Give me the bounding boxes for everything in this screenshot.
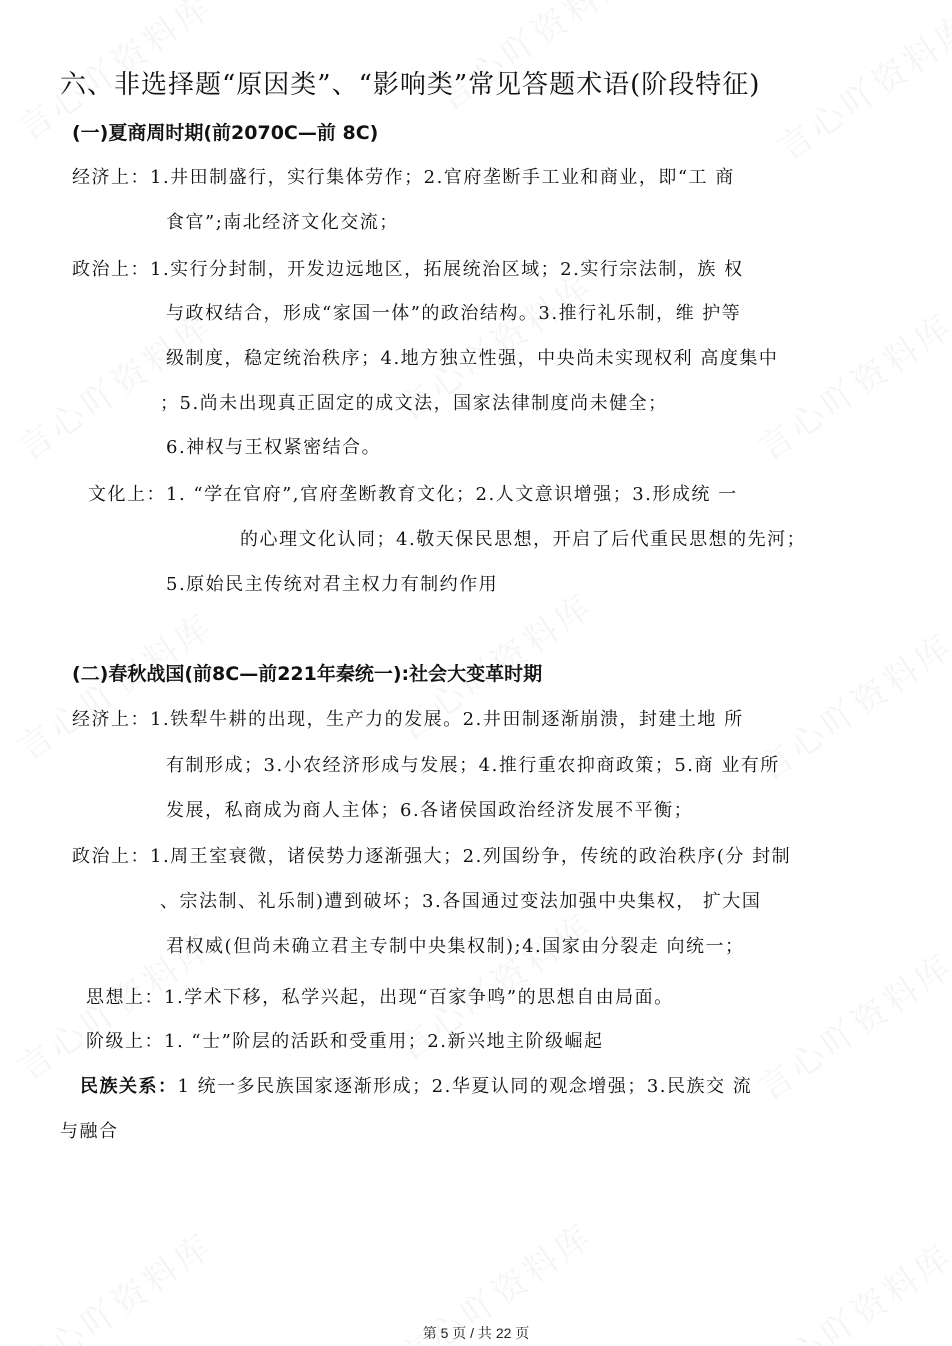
ethnic-label: 民族关系： (80, 1076, 178, 1097)
section-heading-xia-shang-zhou: (一)夏商周时期(前2070C—前 8C) (72, 122, 379, 144)
s2-politics-line: 政治上：1.周王室衰微，诸侯势力逐渐强大；2.列国纷争，传统的政治秩序(分 封制 (72, 846, 792, 867)
s1-politics-line: 级制度，稳定统治秩序；4.地方独立性强，中央尚未实现权利 高度集中 (166, 348, 779, 369)
s2-ethnic-line (80, 1072, 752, 1098)
watermark (767, 0, 952, 170)
s1-culture-line: 文化上：1. “学在官府”,官府垄断教育文化；2.人文意识增强；3.形成统 一 (88, 484, 738, 505)
s2-thought-line: 思想上：1.学术下移，私学兴起，出现“百家争鸣”的思想自由局面。 (86, 987, 674, 1008)
s2-politics-line: 君权威(但尚未确立君主专制中央集权制);4.国家由分裂走 向统一； (166, 936, 745, 957)
s1-politics-line: 政治上：1.实行分封制，开发边远地区，拓展统治区域；2.实行宗法制，族 权 (72, 259, 744, 280)
page-number: 第 5 页 / 共 22 页 (422, 1325, 530, 1341)
s2-economy-line: 经济上：1.铁犁牛耕的出现，生产力的发展。2.井田制逐渐崩溃，封建土地 所 (72, 709, 744, 730)
watermark (747, 299, 952, 470)
s1-culture-line: 的心理文化认同；4.敬天保民思想，开启了后代重民思想的先河； (240, 529, 807, 550)
page-title: 六、非选择题“原因类”、“影响类”常见答题术语(阶段特征) (60, 70, 761, 100)
s2-class-line: 阶级上：1. “士”阶层的活跃和受重用；2.新兴地主阶级崛起 (86, 1031, 604, 1052)
s1-politics-line: 与政权结合，形成“家国一体”的政治结构。3.推行礼乐制，维 护等 (166, 303, 742, 324)
s1-culture-line: 5.原始民主传统对君主权力有制约作用 (166, 574, 499, 595)
ethnic-text: 1 统一多民族国家逐渐形成；2.华夏认同的观念增强；3.民族交 流 (177, 1076, 753, 1097)
s1-politics-line: 6.神权与王权紧密结合。 (166, 437, 382, 458)
s2-ethnic-line: 与融合 (60, 1121, 119, 1142)
s2-economy-line: 有制形成；3.小农经济形成与发展；4.推行重农抑商政策；5.商 业有所 (166, 755, 780, 776)
s2-economy-line: 发展，私商成为商人主体；6.各诸侯国政治经济发展不平衡； (166, 800, 694, 821)
section-heading-spring-autumn-warring-states: (二)春秋战国(前8C—前221年秦统一):社会大变革时期 (72, 663, 543, 685)
s1-economy-line: 经济上：1.井田制盛行，实行集体劳作；2.官府垄断手工业和商业，即“工 商 (72, 167, 735, 188)
s1-economy-line: 食官”;南北经济文化交流； (166, 212, 399, 233)
watermark (747, 939, 952, 1110)
s1-politics-line: ；5.尚未出现真正固定的成文法，国家法律制度尚未健全； (160, 393, 668, 414)
s2-politics-line: 、宗法制、礼乐制)遭到破坏；3.各国通过变法加强中央集权， 扩大国 (160, 891, 762, 912)
watermark (427, 0, 642, 120)
